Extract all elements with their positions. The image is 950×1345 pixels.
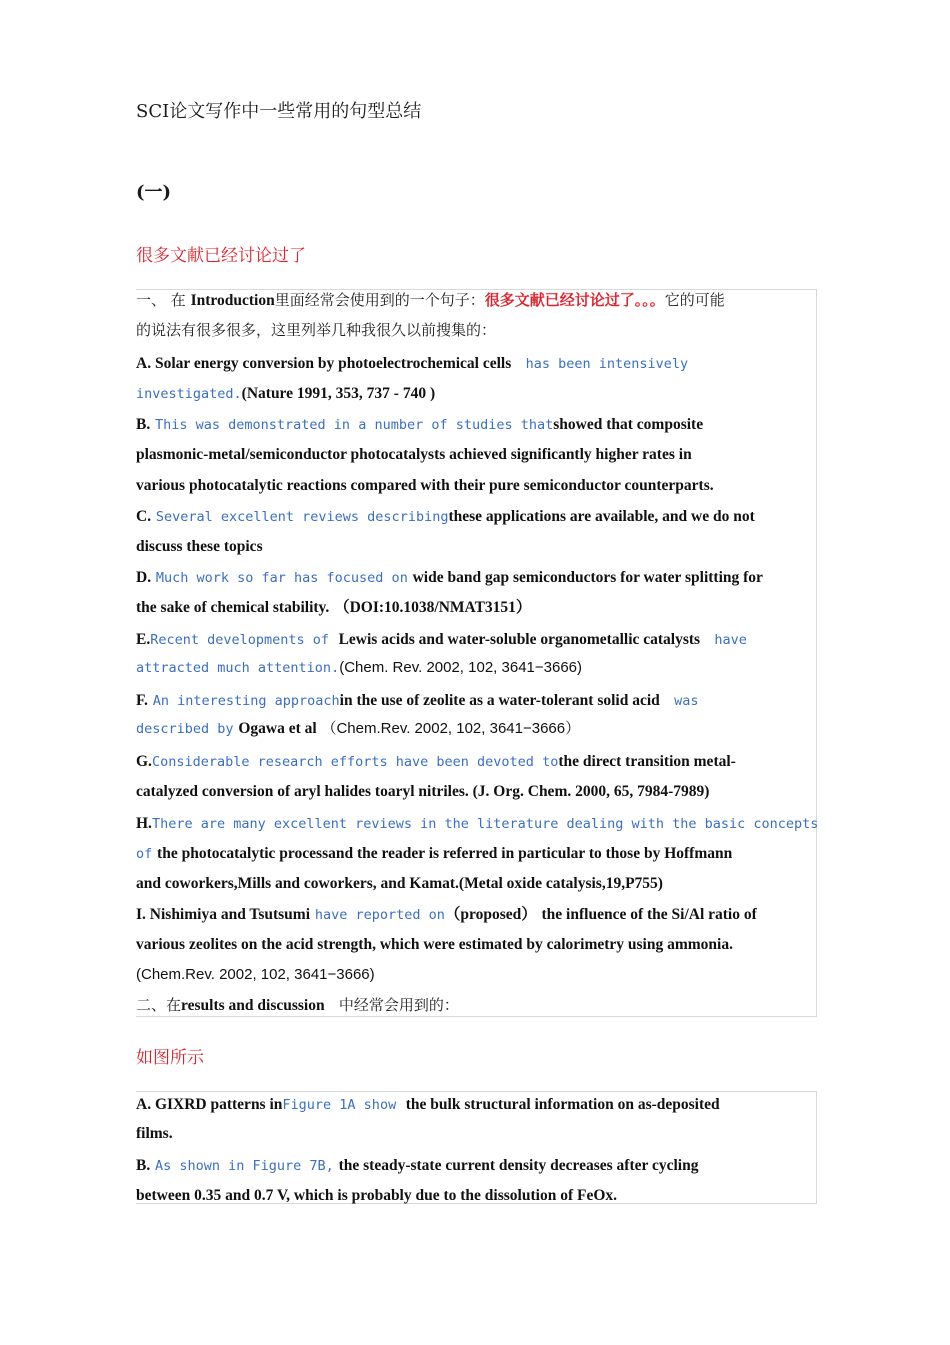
intro-heading: 很多文献已经讨论过了 [136, 246, 306, 266]
item-h-line-3: and coworkers,Mills and coworkers, and Kamat.(Metal oxide catalysis,19,P755) [136, 875, 663, 892]
item-g-line-2: catalyzed conversion of aryl halides toaryl nitriles. (J. Org. Chem. 2000, 65, 7984-7989) [136, 783, 710, 800]
item-h-line-1: H.There are many excellent reviews in the literature dealing with the basic concepts [136, 815, 819, 832]
item-g-line-1: G.Considerable research efforts have been devoted tothe direct transition metal- [136, 753, 736, 770]
item-i-line-1: I. Nishimiya and Tsutsumi have reported on（proposed） the influence of the Si/Al ratio of [136, 906, 757, 923]
item-c-line-1: C. Several excellent reviews describingthese applications are available, and we do not [136, 508, 755, 525]
page-title: SCI论文写作中一些常用的句型总结 [136, 101, 422, 122]
fig-item-b-line-1: B. As shown in Figure 7B, the steady-state current density decreases after cycling [136, 1157, 699, 1174]
fig-item-a-line-2: films. [136, 1125, 173, 1142]
item-i-line-3: (Chem.Rev. 2002, 102, 3641−3666) [136, 966, 375, 983]
item-b-line-2: plasmonic-metal/semiconductor photocatalysts achieved significantly higher rates in [136, 446, 692, 463]
fig-item-b-line-2: between 0.35 and 0.7 V, which is probably due to the dissolution of FeOx. [136, 1187, 618, 1204]
item-e-line-1: E.Recent developments of Lewis acids and water-soluble organometallic catalysts have [136, 631, 747, 648]
intro-line-1: 一、 在 Introduction里面经常会使用到的一个句子：很多文献已经讨论过了。。。它的可能 [136, 291, 725, 309]
results-line: 二、在results and discussion 中经常会用到的： [136, 996, 459, 1014]
item-i-line-2: various zeolites on the acid strength, which were estimated by calorimetry using ammonia. [136, 936, 733, 953]
figure-heading: 如图所示 [136, 1048, 204, 1068]
item-f-line-1: F. An interesting approachin the use of zeolite as a water-tolerant solid acid was [136, 692, 699, 709]
item-e-line-2: attracted much attention.(Chem. Rev. 2002, 102, 3641−3666) [136, 659, 583, 676]
item-a-line-2: investigated.(Nature 1991, 353, 737 - 740 ) [136, 385, 436, 402]
item-a-line-1: A. Solar energy conversion by photoelectrochemical cells has been intensively [136, 355, 689, 372]
item-h-line-2: of the photocatalytic processand the reader is referred in particular to those by Hoffmann [136, 845, 733, 862]
fig-item-a-line-1: A. GIXRD patterns inFigure 1A show the bulk structural information on as-deposited [136, 1096, 720, 1113]
section-number: (一) [136, 182, 172, 203]
item-f-line-2: described by Ogawa et al （Chem.Rev. 2002, 102, 3641−3666） [136, 720, 581, 737]
item-d-line-1: D. Much work so far has focused on wide band gap semiconductors for water splitting for [136, 569, 763, 586]
item-b-line-3: various photocatalytic reactions compared with their pure semiconductor counterparts. [136, 477, 714, 494]
intro-line-2: 的说法有很多很多，这里列举几种我很久以前搜集的： [136, 321, 497, 339]
item-d-line-2: the sake of chemical stability. （DOI:10.1038/NMAT3151） [136, 599, 532, 616]
item-c-line-2: discuss these topics [136, 538, 263, 555]
item-b-line-1: B. This was demonstrated in a number of studies thatshowed that composite [136, 416, 704, 433]
